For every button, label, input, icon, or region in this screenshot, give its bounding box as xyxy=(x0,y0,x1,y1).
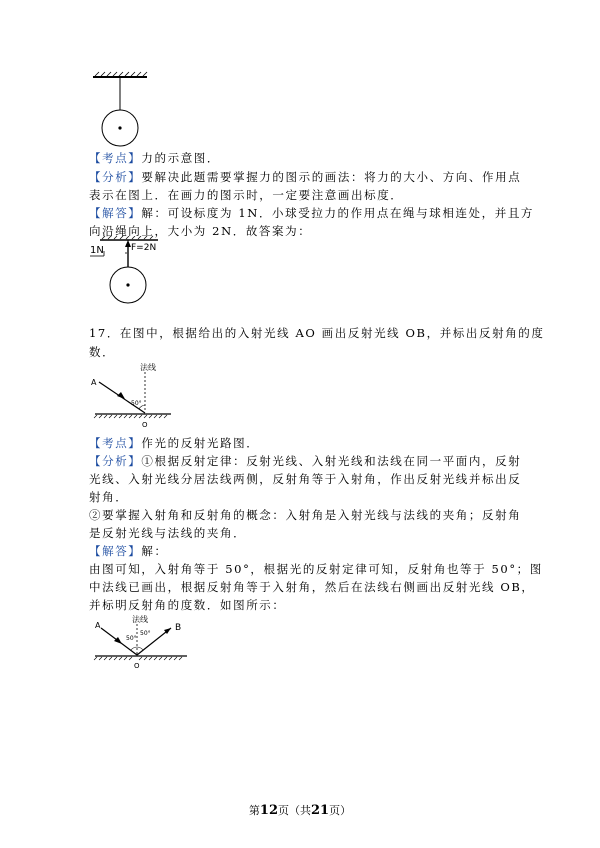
jieda-text-2: 解： xyxy=(141,544,168,558)
incident-ray-figure xyxy=(89,360,173,430)
fenxi-line-2-1 xyxy=(89,454,521,468)
jieda-line-2: 向沿绳向上，大小为 2N．故答案为： xyxy=(89,224,312,238)
page-footer xyxy=(0,802,600,818)
jieda-line-2-1 xyxy=(89,544,168,558)
kaodian-tag: 【考点】 xyxy=(89,151,142,165)
jieda-tag: 【解答】 xyxy=(89,206,142,220)
point-a-label-2: A xyxy=(95,621,101,630)
fenxi-line-2-4: ②要掌握入射角和反射角的概念：入射角是入射光线与法线的夹角；反射角 xyxy=(89,508,522,522)
fenxi-text-2: ①根据反射定律：反射光线、入射光线和法线在同一平面内，反射 xyxy=(141,454,522,468)
fenxi-line-2: 表示在图上．在画力的图示时，一定要注意画出标度． xyxy=(89,188,404,202)
kaodian-line-1 xyxy=(89,151,220,165)
point-b-label: B xyxy=(175,623,182,633)
fenxi-line-2-3: 射角． xyxy=(89,490,129,504)
footer-suffix: 页） xyxy=(329,804,352,817)
fenxi-line-2-2: 光线、入射光线分居法线两侧，反射角等于入射角，作出反射光线并标出反 xyxy=(89,472,522,486)
force-label: F=2N xyxy=(131,243,157,253)
normal-label-2: 法线 xyxy=(132,615,148,624)
total-pages: 21 xyxy=(311,803,330,818)
kaodian-line-2 xyxy=(89,436,259,450)
jieda-tag-2: 【解答】 xyxy=(89,544,142,558)
question-17-line-1: 17．在图中，根据给出的入射光线 AO 画出反射光线 OB，并标出反射角的度 xyxy=(89,326,545,340)
reflection-figure xyxy=(89,614,199,670)
normal-label: 法线 xyxy=(140,363,156,372)
footer-prefix: 第 xyxy=(248,804,260,817)
jieda-text: 解：可设标度为 1N．小球受拉力的作用点在绳与球相连处，并且方 xyxy=(141,206,535,220)
kaodian-text-2: 作光的反射光路图． xyxy=(141,436,260,450)
force-diagram-figure xyxy=(88,236,168,308)
jieda-line-1 xyxy=(89,206,534,220)
answer-line-1: 由图可知，入射角等于 50°，根据光的反射定律可知，反射角也等于 50°；图 xyxy=(89,562,543,576)
pendulum-figure xyxy=(90,70,150,152)
fenxi-tag: 【分析】 xyxy=(89,170,142,184)
answer-line-2: 中法线已画出，根据反射角等于入射角，然后在法线右侧画出反射光线 OB， xyxy=(89,580,535,594)
incident-angle-label: 50° xyxy=(126,635,137,642)
fenxi-text: 要解决此题需要掌握力的图示的画法：将力的大小、方向、作用点 xyxy=(141,170,522,184)
angle-label: 50° xyxy=(131,400,142,407)
point-o-label: O xyxy=(142,421,148,429)
reflection-angle-label: 50° xyxy=(140,630,151,637)
fenxi-line-1 xyxy=(89,170,521,184)
question-17-line-2: 数． xyxy=(89,345,116,359)
scale-label: 1N xyxy=(90,245,104,256)
kaodian-text: 力的示意图． xyxy=(141,151,221,165)
footer-mid: 页（共 xyxy=(278,804,311,817)
fenxi-tag-2: 【分析】 xyxy=(89,454,142,468)
point-o-label-2: O xyxy=(134,662,140,670)
kaodian-tag-2: 【考点】 xyxy=(89,436,142,450)
fenxi-line-2-5: 是反射光线与法线的夹角． xyxy=(89,526,247,540)
answer-line-3: 并标明反射角的度数．如图所示： xyxy=(89,598,286,612)
point-a-label: A xyxy=(91,378,97,387)
page-number: 12 xyxy=(259,803,278,818)
